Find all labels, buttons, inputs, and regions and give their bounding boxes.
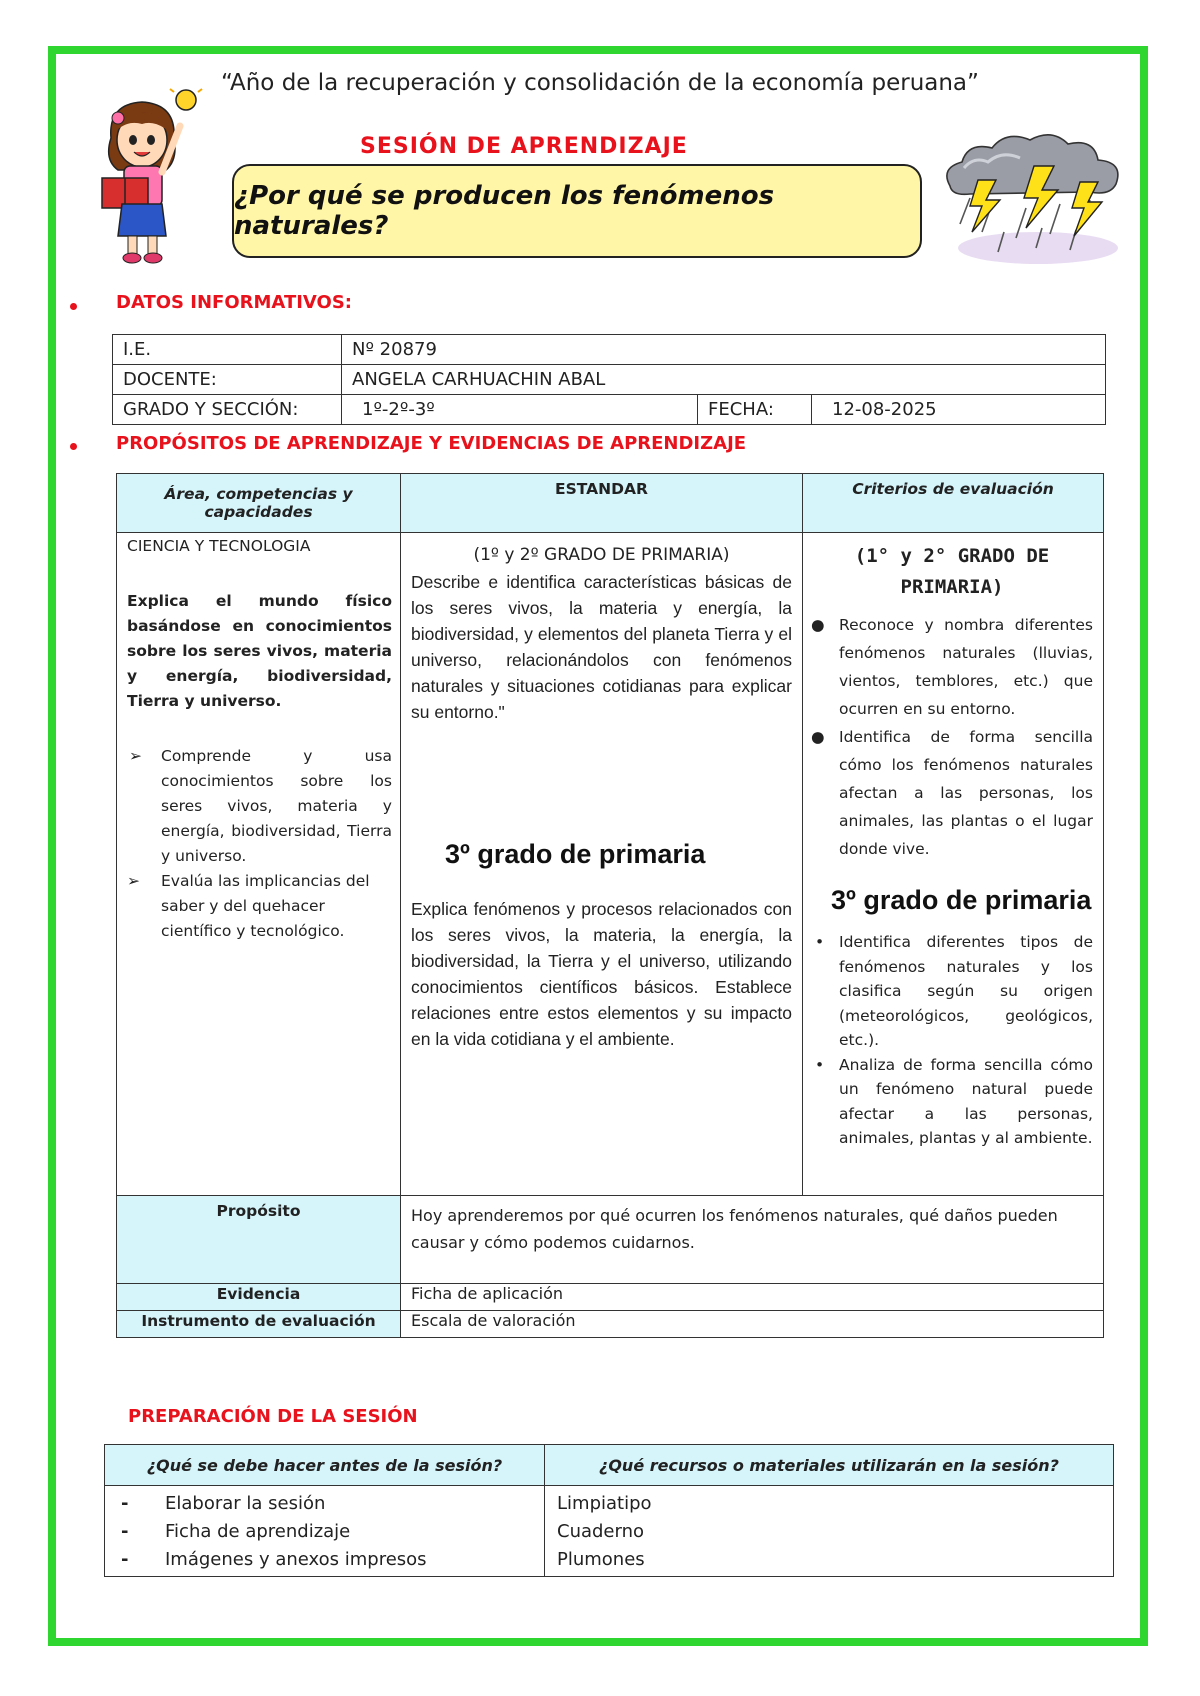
- table-row: [113, 395, 1106, 425]
- list-item: [121, 1546, 534, 1574]
- col-header-area: Área, competencias y capacidades: [117, 474, 401, 533]
- table-header-row: [117, 474, 1104, 533]
- fecha-value: 12-08-2025: [812, 395, 1106, 425]
- arrow-bullet-icon: ➢: [129, 747, 142, 765]
- evidencia-value: Ficha de aplicación: [401, 1284, 1104, 1311]
- bullet-dot: [70, 303, 77, 310]
- estandar-cell: [401, 533, 803, 1196]
- std-text-12: Describe e identifica características básicas de los seres vivos, la materia y energía, la biodiversidad, y elementos del planeta Tierra y el universo, relacionándolos con fenómenos naturales y situaciones cotidianas para explicar su entorno.": [411, 572, 792, 722]
- capacidad-text: Comprende y usa conocimientos sobre los seres vivos, materia y energía, biodiversidad, Tierra y universo.: [161, 747, 392, 865]
- area-cell: [117, 533, 401, 1196]
- evidencia-label: Evidencia: [117, 1284, 401, 1311]
- antes-text: Ficha de aprendizaje: [165, 1521, 351, 1542]
- instrumento-value: Escala de valoración: [401, 1311, 1104, 1338]
- datos-heading: DATOS INFORMATIVOS:: [116, 292, 353, 313]
- criterios-list-12: [811, 611, 1093, 863]
- preparacion-table: [104, 1444, 1114, 1577]
- antes-cell: [105, 1486, 545, 1577]
- list-item: Plumones: [557, 1549, 645, 1570]
- criterios-list-3: [811, 930, 1093, 1151]
- col-header-estandar: ESTANDAR: [401, 474, 803, 533]
- year-motto: “Año de la recuperación y consolidación de la economía peruana”: [221, 70, 979, 96]
- docente-value: ANGELA CARHUACHIN ABAL: [342, 365, 1106, 395]
- list-item: [811, 930, 1093, 1053]
- table-row: [113, 335, 1106, 365]
- list-item: [121, 1490, 534, 1518]
- table-header-row: [105, 1445, 1114, 1486]
- table-row: [113, 365, 1106, 395]
- capacidad-text: Evalúa las implicancias del saber y del quehacer científico y tecnológico.: [161, 872, 370, 940]
- table-row: [117, 1284, 1104, 1311]
- docente-label: DOCENTE:: [113, 365, 342, 395]
- list-item: Limpiatipo: [557, 1493, 652, 1514]
- arrow-bullet-icon: ➢: [127, 872, 140, 890]
- list-item: [811, 1053, 1093, 1151]
- std-grade-3: 3º grado de primaria: [445, 839, 706, 869]
- ie-value: Nº 20879: [342, 335, 1106, 365]
- title-box: [232, 164, 922, 258]
- std-text-3: Explica fenómenos y procesos relacionados con los seres vivos, la materia, la energía, la biodiversidad, la Tierra y el universo, utilizando conocimientos científicos básicos. Establece relaciones entre estos elementos y su impacto en la vida cotidiana y el ambiente.: [411, 899, 792, 1049]
- table-row: [117, 1196, 1104, 1284]
- datos-table: [112, 334, 1106, 425]
- bullet-icon: •: [815, 1055, 825, 1074]
- bullet-icon: ●: [811, 728, 825, 746]
- crit-grade-12: (1° y 2° GRADO DE PRIMARIA): [854, 545, 1050, 598]
- col-header-antes: ¿Qué se debe hacer antes de la sesión?: [105, 1445, 545, 1486]
- propositos-heading: PROPÓSITOS DE APRENDIZAJE Y EVIDENCIAS DE APRENDIZAJE: [116, 433, 747, 454]
- competencia-text: Explica el mundo físico basándose en conocimientos sobre los seres vivos, materia y energía, biodiversidad, Tierra y universo.: [127, 592, 392, 710]
- antes-text: Imágenes y anexos impresos: [165, 1549, 427, 1570]
- list-item: Cuaderno: [557, 1521, 645, 1542]
- propositos-table: [116, 473, 1104, 1338]
- preparacion-heading: PREPARACIÓN DE LA SESIÓN: [128, 1406, 418, 1427]
- list-item: [121, 1518, 534, 1546]
- antes-text: Elaborar la sesión: [165, 1493, 326, 1514]
- dash-bullet-icon: -: [121, 1521, 129, 1542]
- ie-label: I.E.: [113, 335, 342, 365]
- fecha-label: FECHA:: [698, 395, 812, 425]
- grado-label: GRADO Y SECCIÓN:: [113, 395, 342, 425]
- list-item: [811, 611, 1093, 723]
- col-header-recursos: ¿Qué recursos o materiales utilizarán en la sesión?: [545, 1445, 1114, 1486]
- proposito-label: Propósito: [117, 1196, 401, 1284]
- criterio-text: Identifica diferentes tipos de fenómenos naturales y los clasifica según su origen (meteorológicos, geológicos, etc.).: [839, 933, 1093, 1049]
- capacidades-list: [127, 744, 392, 944]
- grado-value: 1º-2º-3º: [342, 395, 698, 425]
- criterio-text: Identifica de forma sencilla cómo los fenómenos naturales afectan a las personas, los animales, las plantas o el lugar donde vive.: [839, 728, 1093, 858]
- list-item: [811, 723, 1093, 863]
- session-title: ¿Por qué se producen los fenómenos naturales?: [234, 181, 775, 241]
- list-item: [127, 744, 392, 869]
- bullet-icon: ●: [811, 616, 825, 634]
- girl-reading-illustration: [96, 86, 206, 264]
- criterio-text: Analiza de forma sencilla cómo un fenómeno natural puede afectar a las personas, animales, plantas y al ambiente.: [839, 1055, 1093, 1147]
- instrumento-label: Instrumento de evaluación: [117, 1311, 401, 1338]
- session-label: SESIÓN DE APRENDIZAJE: [360, 134, 688, 159]
- table-row: [117, 533, 1104, 1196]
- crit-grade-3: 3º grado de primaria: [831, 885, 1092, 915]
- criterios-cell: [803, 533, 1104, 1196]
- storm-cloud-illustration: [930, 128, 1140, 268]
- bullet-dot: [70, 443, 77, 450]
- dash-bullet-icon: -: [121, 1549, 129, 1570]
- area-name: CIENCIA Y TECNOLOGIA: [127, 537, 311, 555]
- list-item: [127, 869, 392, 944]
- table-row: [105, 1486, 1114, 1577]
- bullet-icon: •: [815, 933, 825, 951]
- dash-bullet-icon: -: [121, 1493, 129, 1514]
- recursos-cell: [545, 1486, 1114, 1577]
- col-header-criterios: Criterios de evaluación: [803, 474, 1104, 533]
- proposito-value: Hoy aprenderemos por qué ocurren los fenómenos naturales, qué daños pueden causar y cómo podemos cuidarnos.: [401, 1196, 1104, 1284]
- table-row: [117, 1311, 1104, 1338]
- std-grade-12: (1º y 2º GRADO DE PRIMARIA): [473, 545, 730, 565]
- criterio-text: Reconoce y nombra diferentes fenómenos naturales (lluvias, vientos, temblores, etc.) que ocurren en su entorno.: [839, 616, 1093, 718]
